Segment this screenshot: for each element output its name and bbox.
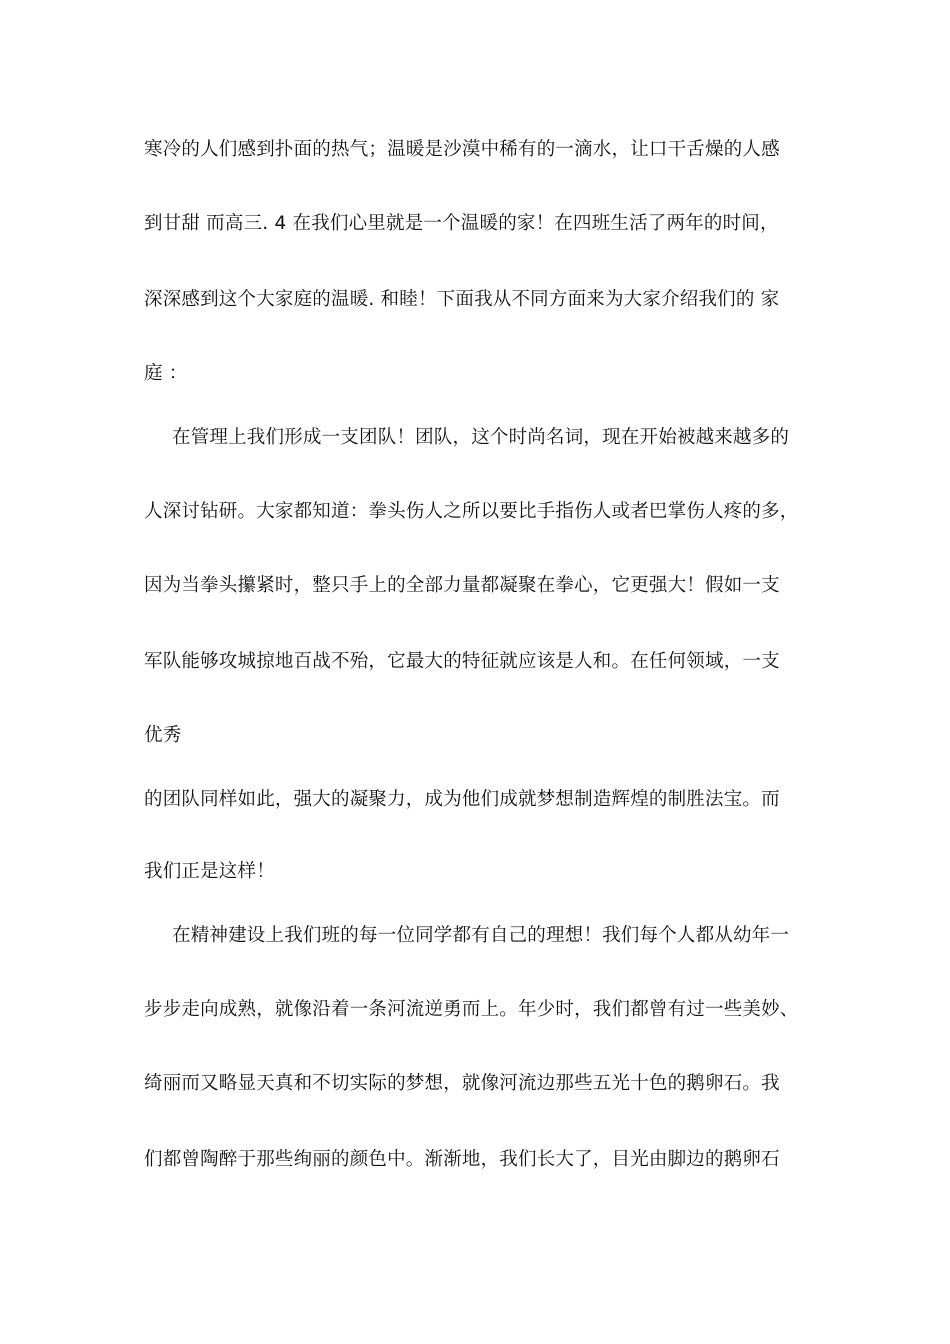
text-line-8: 军队能够攻城掠地百战不殆，它最大的特征就应该是人和。在任何领域，一支 xyxy=(144,651,780,672)
text-line-7: 因为当拳头攥紧时，整只手上的全部力量都凝聚在拳心，它更强大！假如一支 xyxy=(144,575,780,596)
text-line-15: 们都曾陶醉于那些绚丽的颜色中。渐渐地，我们长大了，目光由脚边的鹅卵石 xyxy=(144,1149,780,1170)
text-line-1: 寒冷的人们感到扑面的热气；温暖是沙漠中稀有的一滴水，让口干舌燥的人感 xyxy=(144,139,780,160)
text-line-11: 我们正是这样！ xyxy=(144,861,275,882)
paragraph-start-line: 在精神建设上我们班的每一位同学都有自己的理想！我们每个人都从幼年一 xyxy=(172,925,790,946)
paragraph-start-line: 在管理上我们形成一支团队！团队，这个时尚名词，现在开始被越来越多的 xyxy=(172,427,790,448)
text-line-4: 庭 ： xyxy=(144,363,188,384)
text-line-13: 步步走向成熟，就像沿着一条河流逆勇而上。年少时，我们都曾有过一些美妙、 xyxy=(144,999,799,1020)
text-line-3: 深深感到这个大家庭的温暖. 和睦！下面我从不同方面来为大家介绍我们的 家 xyxy=(144,289,780,310)
text-line-6: 人深讨钻研。大家都知道：拳头伤人之所以要比手指伤人或者巴掌伤人疼的多， xyxy=(144,501,799,522)
text-line-9: 优秀 xyxy=(144,725,182,746)
text-line-10: 的团队同样如此，强大的凝聚力，成为他们成就梦想制造辉煌的制胜法宝。而 xyxy=(144,789,780,810)
text-line-2: 到甘甜 而高三. 4 在我们心里就是一个温暖的家！在四班生活了两年的时间， xyxy=(144,213,779,234)
text-line-14: 绮丽而又略显天真和不切实际的梦想，就像河流边那些五光十色的鹅卵石。我 xyxy=(144,1073,780,1094)
